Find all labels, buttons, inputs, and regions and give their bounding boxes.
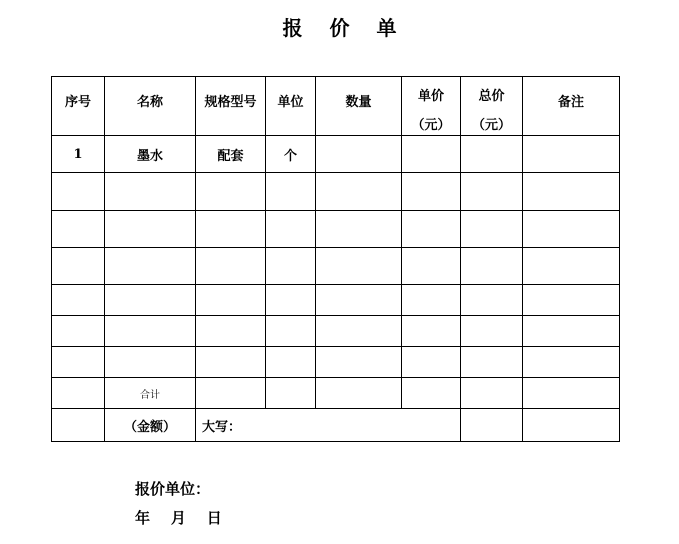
- total-row: [52, 378, 620, 409]
- cell-unit-price[interactable]: [402, 136, 461, 173]
- table-row: [52, 211, 620, 248]
- cell-qty[interactable]: [316, 248, 402, 285]
- cell-unit[interactable]: 个: [266, 136, 316, 173]
- cell-note[interactable]: [523, 347, 620, 378]
- header-name: 名称: [105, 77, 196, 136]
- amount-label: （金额）: [105, 409, 196, 442]
- amount-in-words-label[interactable]: 大写：: [196, 409, 461, 442]
- cell-unit[interactable]: [266, 173, 316, 211]
- cell-name[interactable]: [105, 248, 196, 285]
- cell-note[interactable]: [523, 173, 620, 211]
- cell-seq[interactable]: [52, 285, 105, 316]
- cell-unit[interactable]: [266, 378, 316, 409]
- cell-qty[interactable]: [316, 211, 402, 248]
- header-seq: 序号: [52, 77, 105, 136]
- amount-row: [52, 409, 620, 442]
- table-row: [52, 248, 620, 285]
- cell-name[interactable]: 墨水: [105, 136, 196, 173]
- cell-unit-price[interactable]: [402, 347, 461, 378]
- cell-note[interactable]: [523, 211, 620, 248]
- document-title: 报 价 单: [282, 16, 407, 40]
- cell-unit[interactable]: [266, 347, 316, 378]
- cell-unit[interactable]: [266, 248, 316, 285]
- quoting-unit-label: 报价单位：: [135, 480, 211, 498]
- cell-unit-price[interactable]: [402, 285, 461, 316]
- cell-total-price[interactable]: [461, 316, 523, 347]
- cell-unit[interactable]: [266, 285, 316, 316]
- cell-spec[interactable]: [196, 378, 266, 409]
- cell-total-price[interactable]: [461, 248, 523, 285]
- header-unit: 单位: [266, 77, 316, 136]
- table-row: [52, 285, 620, 316]
- date-label: 年 月 日: [135, 509, 222, 527]
- quotation-table: [51, 76, 620, 442]
- table-row: [52, 173, 620, 211]
- cell-name[interactable]: [105, 285, 196, 316]
- cell-note[interactable]: [523, 378, 620, 409]
- table-header-row: [52, 77, 620, 136]
- cell-unit-price[interactable]: [402, 316, 461, 347]
- header-spec: 规格型号: [196, 77, 266, 136]
- cell-spec[interactable]: [196, 347, 266, 378]
- cell-total-price[interactable]: [461, 409, 523, 442]
- cell-name[interactable]: [105, 173, 196, 211]
- cell-note[interactable]: [523, 409, 620, 442]
- cell-total-price[interactable]: [461, 378, 523, 409]
- cell-qty[interactable]: [316, 316, 402, 347]
- cell-spec[interactable]: [196, 248, 266, 285]
- header-note: 备注: [523, 77, 620, 136]
- cell-total-price[interactable]: [461, 285, 523, 316]
- cell-unit-price[interactable]: [402, 211, 461, 248]
- cell-seq[interactable]: [52, 211, 105, 248]
- header-unit-price: [402, 77, 461, 136]
- cell-qty[interactable]: [316, 136, 402, 173]
- cell-qty[interactable]: [316, 285, 402, 316]
- header-qty: 数量: [316, 77, 402, 136]
- table-row: [52, 347, 620, 378]
- cell-total-price[interactable]: [461, 211, 523, 248]
- cell-name[interactable]: [105, 211, 196, 248]
- cell-qty[interactable]: [316, 173, 402, 211]
- cell-unit-price[interactable]: [402, 378, 461, 409]
- cell-total-price[interactable]: [461, 347, 523, 378]
- header-total-price-currency: （元）: [471, 118, 511, 133]
- header-unit-price-currency: （元）: [411, 118, 451, 133]
- cell-seq[interactable]: 1: [52, 136, 105, 173]
- cell-unit[interactable]: [266, 211, 316, 248]
- cell-note[interactable]: [523, 136, 620, 173]
- cell-qty[interactable]: [316, 347, 402, 378]
- cell-qty[interactable]: [316, 378, 402, 409]
- cell-name[interactable]: [105, 316, 196, 347]
- header-total-price-label: 总价: [478, 89, 505, 104]
- cell-name[interactable]: [105, 347, 196, 378]
- cell-unit[interactable]: [266, 316, 316, 347]
- cell-spec[interactable]: [196, 285, 266, 316]
- cell-seq[interactable]: [52, 347, 105, 378]
- cell-note[interactable]: [523, 248, 620, 285]
- table-row: [52, 316, 620, 347]
- table-row: [52, 136, 620, 173]
- header-unit-price-label: 单价: [417, 89, 444, 104]
- cell-seq[interactable]: [52, 378, 105, 409]
- cell-total-price[interactable]: [461, 136, 523, 173]
- cell-seq[interactable]: [52, 409, 105, 442]
- header-total-price: [461, 77, 523, 136]
- cell-seq[interactable]: [52, 248, 105, 285]
- total-label: 合计: [105, 378, 196, 409]
- cell-spec[interactable]: [196, 173, 266, 211]
- cell-spec[interactable]: [196, 211, 266, 248]
- cell-unit-price[interactable]: [402, 248, 461, 285]
- cell-note[interactable]: [523, 285, 620, 316]
- cell-total-price[interactable]: [461, 173, 523, 211]
- cell-spec[interactable]: [196, 316, 266, 347]
- cell-seq[interactable]: [52, 316, 105, 347]
- cell-spec[interactable]: 配套: [196, 136, 266, 173]
- cell-unit-price[interactable]: [402, 173, 461, 211]
- cell-seq[interactable]: [52, 173, 105, 211]
- cell-note[interactable]: [523, 316, 620, 347]
